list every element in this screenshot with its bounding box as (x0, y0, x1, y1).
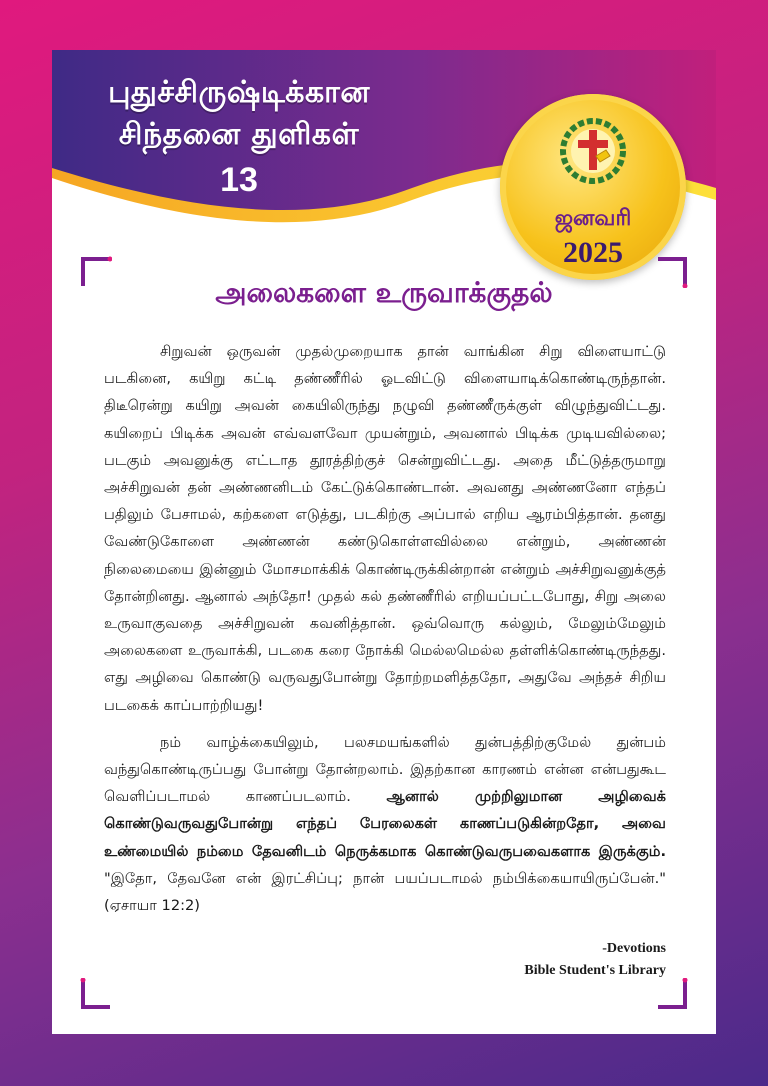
issue-number: 13 (220, 161, 258, 199)
badge-month: ஜனவரி (554, 206, 632, 231)
signature (524, 938, 666, 982)
corner-bracket-bottom-right (656, 978, 688, 1010)
paragraph-2 (104, 729, 666, 919)
devotion-card (52, 50, 716, 1034)
paragraph-2-emphasis: ஆனால் முற்றிலுமான அழிவைக் கொண்டுவருவதுபோன்று எந்தப் பேரலைகள் காணப்படுகின்றதோ, அவை உண்மையில் நம்மை தேவனிடம் நெருக்கமாக கொண்டுவருபவைகளாக இருக்கும். (104, 788, 666, 860)
paragraph-1: சிறுவன் ஒருவன் முதல்முறையாக தான் வாங்கின சிறு விளையாட்டு படகினை, கயிறு கட்டி தண்ணீரில் ஓடவிட்டு விளையாடிக்கொண்டிருந்தான். திடீரென்று கயிறு அவன் கையிலிருந்து நழுவி தண்ணீருக்குள் விழுந்துவிட்டது. கயிறைப் பிடிக்க அவன் எவ்வளவோ முயன்றும், அவனால் பிடிக்க முடியவில்லை; படகும் அவனுக்கு எட்டாத தூரத்திற்குச் சென்றுவிட்டது. அதை மீட்டுத்தருமாறு அச்சிறுவன் தன் அண்ணனிடம் கேட்டுக்கொண்டான். அவனது அண்ணனோ எந்தப் பதிலும் பேசாமல், கற்களை எடுத்து, படகிற்கு அப்பால் எறிய ஆரம்பித்தான். தனது வேண்டுகோளை அண்ணன் கண்டுகொள்ளவில்லை என்றும், அண்ணன் நிலைமையை இன்னும் மோசமாக்கிக் கொண்டிருக்கின்றான் என்றும் அச்சிறுவனுக்குத் தோன்றினது. ஆனால் அந்தோ! முதல் கல் தண்ணீரில் எறியப்பட்டபோது, சிறு அலை உருவாகுவதை அச்சிறுவன் கவனித்தான். ஒவ்வொரு கல்லும், மேலும்மேலும் அலைகளை உருவாக்கி, படகை கரை நோக்கி மெல்லமெல்ல தள்ளிக்கொண்டிருந்தது. எது அழிவை கொண்டு வருவதுபோன்று தோற்றமளித்ததோ, அதுவே அந்தச் சிறிய படகைக் காப்பாற்றியது! (104, 343, 666, 714)
cross-wreath-icon (558, 116, 628, 186)
series-title (74, 72, 404, 202)
paragraph-2-text: நம் வாழ்க்கையிலும், பலசமயங்களில் துன்பத்திற்குமேல் துன்பம் வந்துகொண்டிருப்பது போன்று தோன்றலாம். இதற்கான காரணம் என்ன என்பதுகூட வெளிப்படாமல் காணப்படலாம். (104, 733, 666, 806)
title-line-1: புதுச்சிருஷ்டிக்கான (108, 75, 370, 110)
badge-year: 2025 (563, 236, 623, 269)
title-line-2: சிந்தனை துளிகள் (118, 117, 360, 152)
article-heading: அலைகளை உருவாக்குதல் (215, 276, 553, 309)
signature-line-1: -Devotions (602, 941, 666, 956)
date-badge (500, 94, 686, 280)
bible-verse: "இதோ, தேவனே என் இரட்சிப்பு; நான் பயப்படாமல் நம்பிக்கையாயிருப்பேன்." (ஏசாயா 12:2) (104, 869, 666, 915)
signature-line-2: Bible Student's Library (524, 963, 666, 978)
corner-bracket-bottom-left (80, 978, 112, 1010)
article-body (104, 338, 666, 919)
